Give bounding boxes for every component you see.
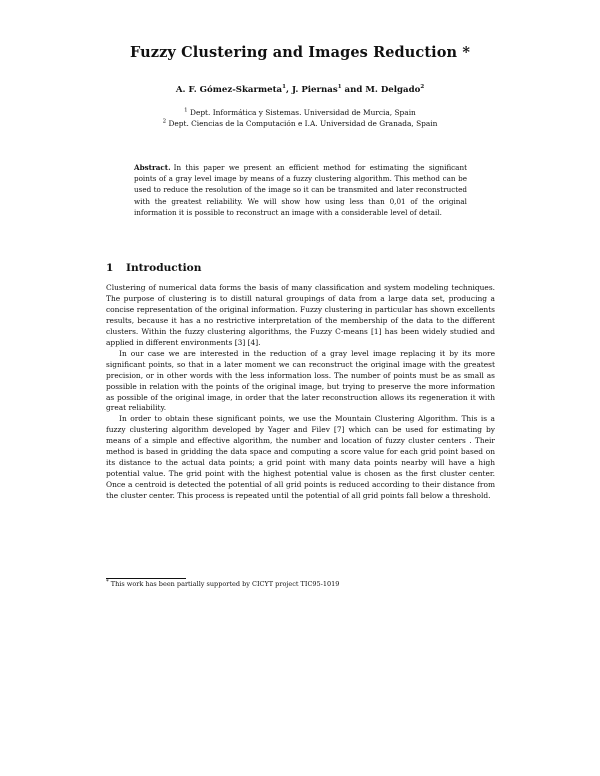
section-heading [106,262,496,274]
affiliation-text: Dept. Ciencias de la Computación e I.A. Universidad de Granada, Spain [168,119,438,128]
affiliation [0,108,600,117]
paper-title: Fuzzy Clustering and Images Reduction * [129,44,471,61]
section-body [106,283,495,502]
affiliation [0,119,600,128]
abstract-text: In this paper we present an efficient method for estimating the significant points of a gray level image by means of a fuzzy clustering algorithm. This method can be used to reduce the resolution of the image so it can be transmited and later reconstructed with the greatest reliability. We will show how using less than 0,01 of the original information it is possible to reconstruct an image with a considerable level of detail. [134,163,467,217]
footnote-mark: * [106,578,109,585]
author-affil-mark: 2 [420,84,425,91]
footnote-rule [106,578,186,579]
section-number: 1 [106,262,114,274]
author-name: M. Delgado [365,85,421,95]
footnote [106,580,495,588]
body-paragraph: In order to obtain these significant points, we use the Mountain Clustering Algorithm. This is a fuzzy clustering algorithm developed by Yager and Filev [7] which can be used for estimating by means of a simple and effective algorithm, the number and location of fuzzy cluster centers . Their method is based in gridding the data space and computing a score value for each grid point based on its distance to the actual data points; a grid point with many data points nearby will have a high potential value. The grid point with the highest potential value is chosen as the first cluster center. Once a centroid is detected the potential of all grid points is reduced according to their distance from the cluster center. This process is repeated until the potential of all grid points fall below a threshold. [106,414,495,501]
author-affil-mark: 1 [337,84,342,91]
author-name: A. F. Gómez-Skarmeta [175,85,283,95]
author-affil-mark: 1 [282,84,286,91]
author-separator: and [341,85,366,95]
affiliation-mark: 2 [162,118,167,125]
body-paragraph: Clustering of numerical data forms the basis of many classification and system modeling techniques. The purpose of clustering is to distill natural groupings of data from a large data set, producing a concise representation of the original information. Fuzzy clustering in particular has shown excellents results, because it has a no restrictive interpretation of the membership of the data to the different clusters. Within the fuzzy clustering algorithms, the Fuzzy C-means [1] has been widely studied and applied in different environments [3] [4]. [106,283,495,347]
section-title: Introduction [126,262,202,274]
abstract-label: Abstract. [134,163,171,172]
affiliation-text: Dept. Informática y Sistemas. Universidad de Murcia, Spain [190,108,416,117]
author-name: J. Piernas [291,85,338,95]
body-paragraph: In our case we are interested in the reduction of a gray level image replacing it by its more significant points, so that in a later moment we can reconstruct the original image with the greatest precision, or in other words with the less information loss. The number of points must be as small as possible in relation with the points of the original image, but trying to preserve the more information as possible of the original image, in order that the later reconstruction allows its regeneration it with great reliability. [106,348,495,413]
abstract [134,162,467,218]
footnote-text: This work has been partially supported by CICYT project TIC95-1019 [110,580,340,588]
author-list [0,85,600,95]
author-separator: , [285,85,292,95]
affiliation-mark: 1 [184,107,188,114]
